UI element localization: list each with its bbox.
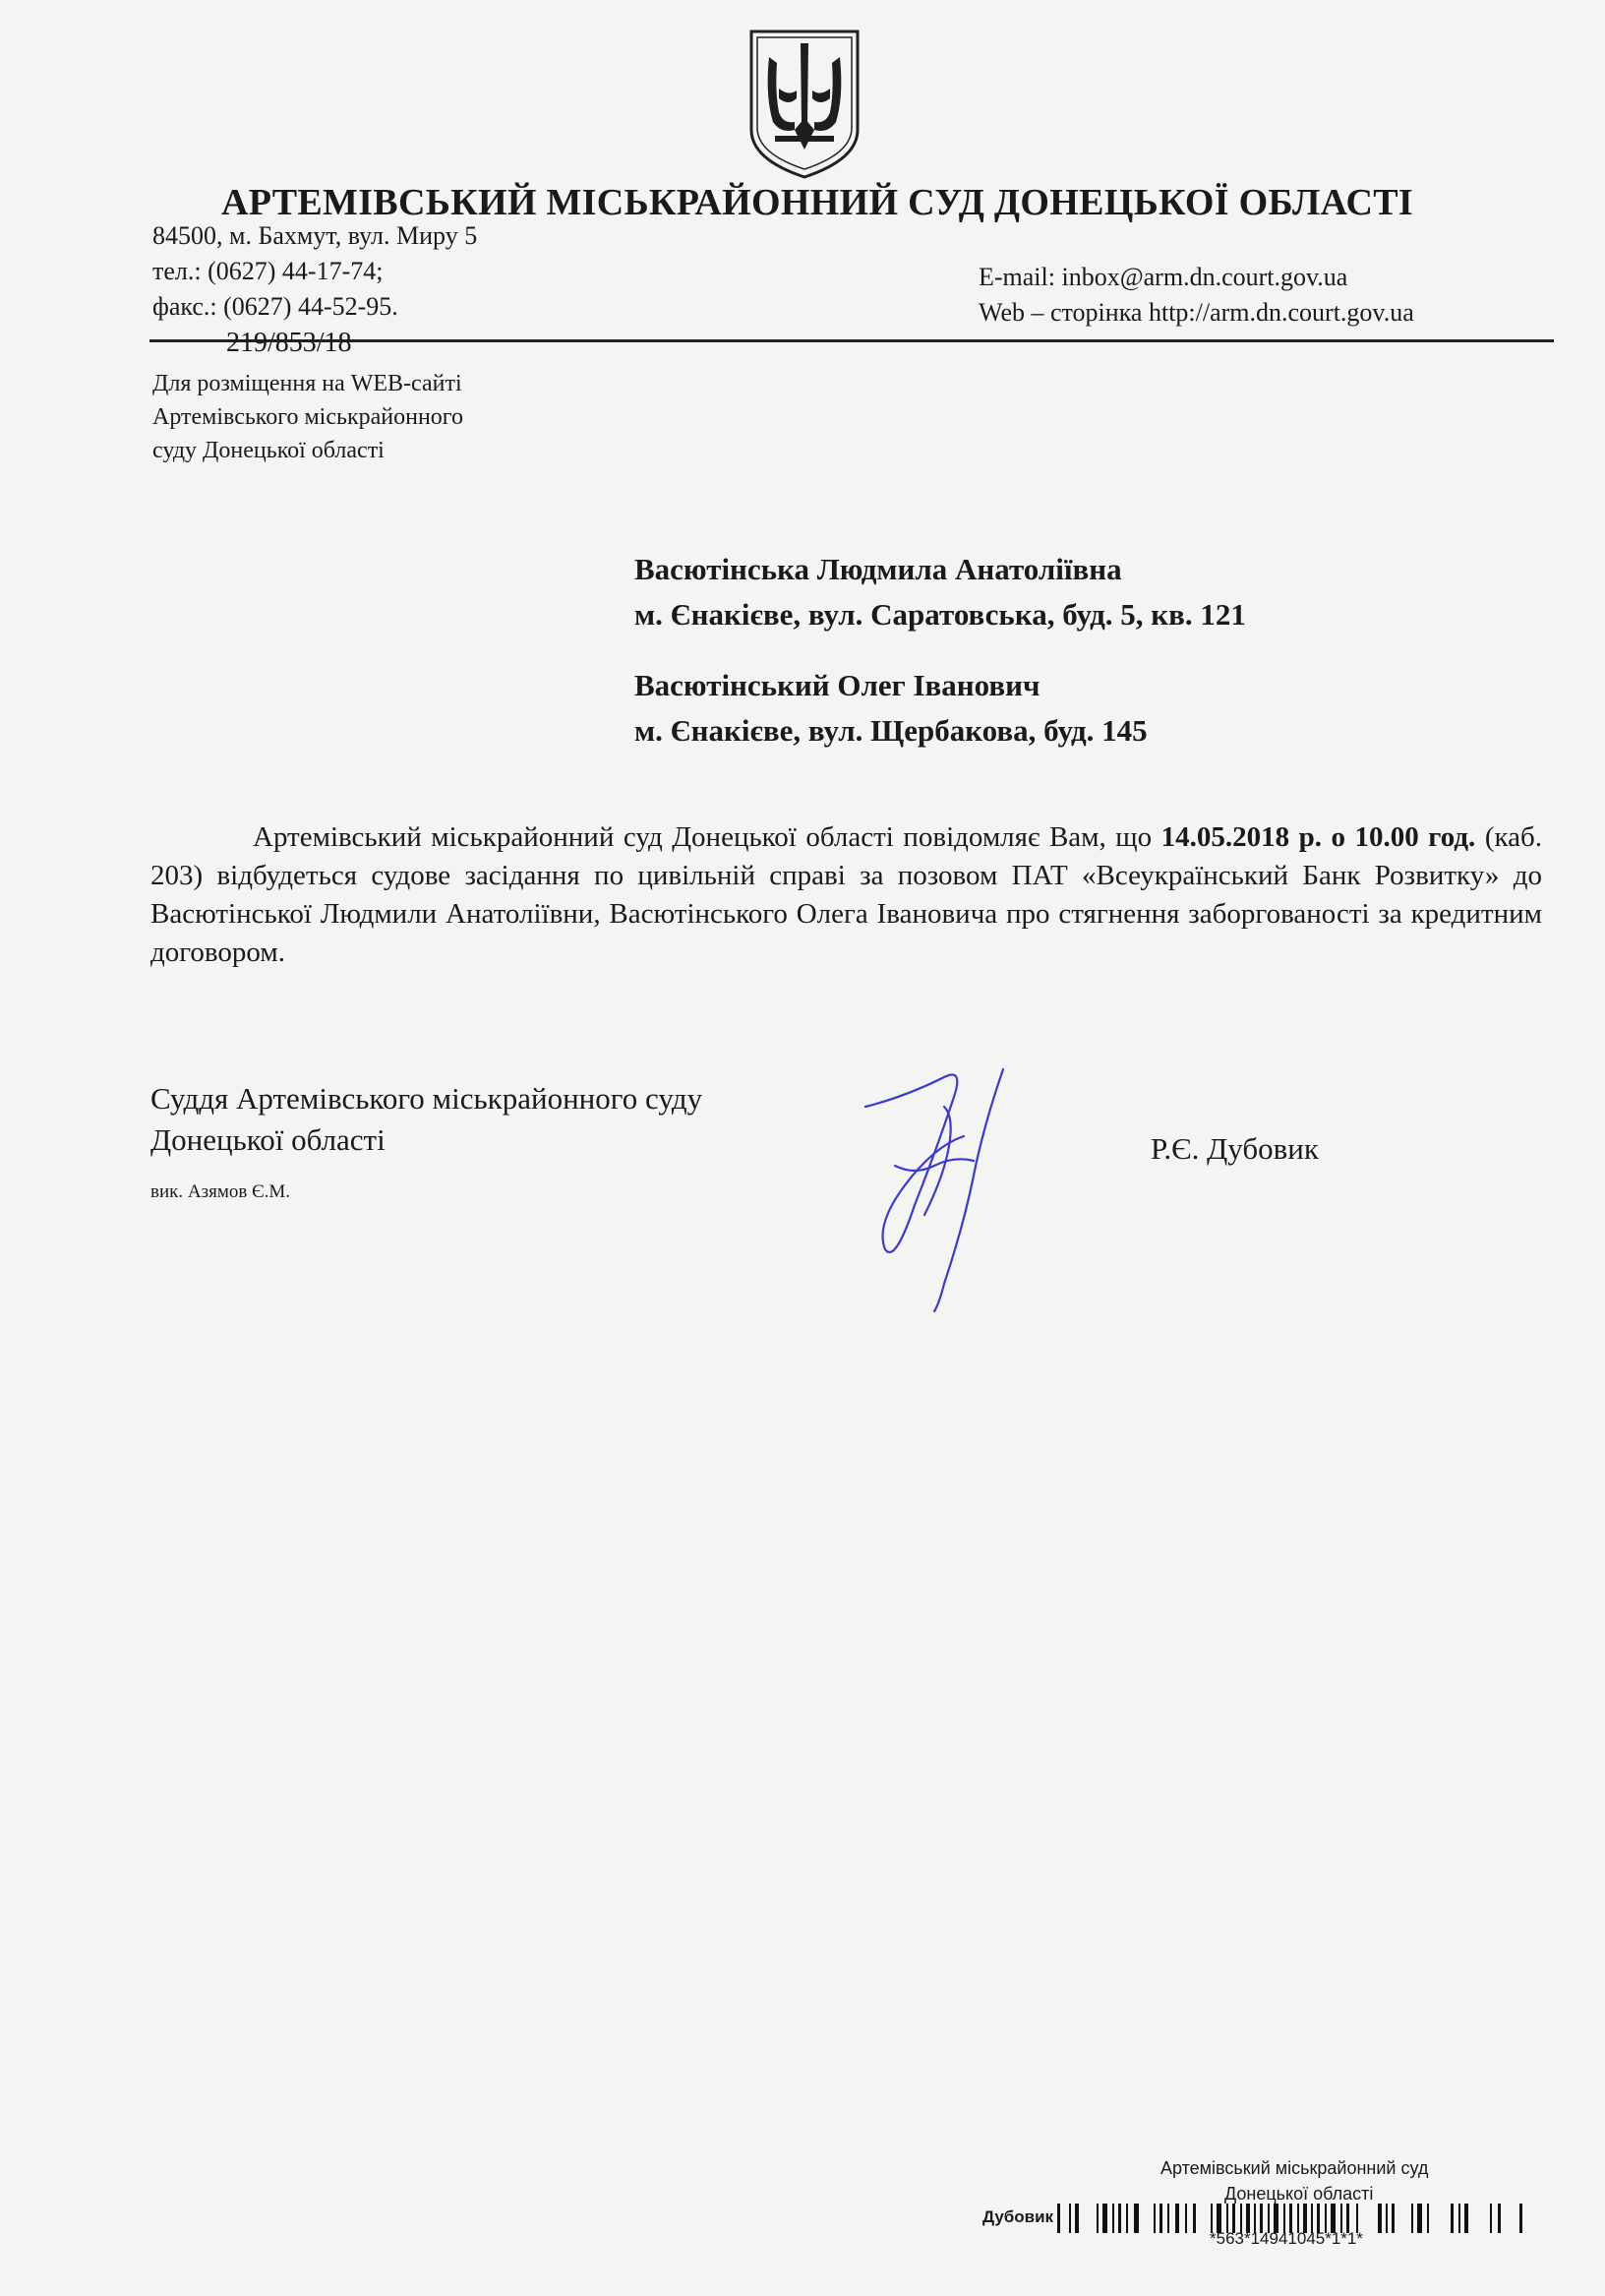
court-email: E-mail: inbox@arm.dn.court.gov.ua	[979, 263, 1348, 291]
judge-title-line: Донецької області	[150, 1122, 386, 1157]
stamp-court-name: Артемівський міськрайонний суд	[1160, 2158, 1429, 2178]
recipient-name: Васютінська Людмила Анатоліївна	[634, 552, 1122, 586]
header-divider	[149, 339, 1554, 342]
notice-body	[150, 818, 1542, 972]
recipient-block	[634, 547, 1246, 637]
barcode-number: *563*14941045*1*1*	[1210, 2229, 1363, 2248]
notice-paragraph	[150, 818, 1542, 972]
case-number: 219/853/18	[226, 328, 352, 358]
handwritten-signature	[856, 1067, 1023, 1313]
publication-note-line: Для розміщення на WEB-сайті	[152, 371, 462, 396]
court-phone: тел.: (0627) 44-17-74;	[152, 257, 384, 285]
court-address: 84500, м. Бахмут, вул. Миру 5	[152, 221, 478, 250]
court-address-block	[152, 218, 477, 325]
stamp-judge-name: Дубовик	[982, 2207, 1054, 2226]
publication-note	[152, 367, 463, 467]
judge-title-line: Суддя Артемівського міськрайонного суду	[150, 1081, 703, 1116]
notice-text-part2: (каб. 203) відбудеться судове засідання по цивільній справі за позовом ПАТ «Всеукраїнський Банк Розвитку» до Васютінської Людмили Анатоліївни, Васютінського Олега Івановича про стягнення заборгованості за кредитним договором.	[150, 821, 1543, 968]
stamp-region: Донецької області	[1224, 2184, 1374, 2204]
recipient-address: м. Єнакієве, вул. Саратовська, буд. 5, кв. 121	[634, 597, 1246, 632]
court-name-heading: АРТЕМІВСЬКИЙ МІСЬКРАЙОННИЙ СУД ДОНЕЦЬКОЇ ОБЛАСТІ	[221, 182, 1413, 223]
publication-note-line: суду Донецької області	[152, 438, 385, 463]
judge-name: Р.Є. Дубовик	[1151, 1131, 1319, 1166]
judge-title	[150, 1078, 702, 1161]
coat-of-arms-icon	[745, 28, 863, 181]
hearing-datetime: 14.05.2018 р. о 10.00 год.	[1160, 821, 1476, 853]
court-fax: факс.: (0627) 44-52-95.	[152, 292, 398, 321]
executor-note: вик. Азямов Є.М.	[150, 1181, 291, 1202]
recipient-name: Васютінський Олег Іванович	[634, 668, 1040, 702]
registration-stamp	[969, 2156, 1559, 2248]
recipient-block	[634, 663, 1148, 754]
recipient-address: м. Єнакієве, вул. Щербакова, буд. 145	[634, 713, 1148, 748]
notice-text-part1: Артемівський міськрайонний суд Донецької області повідомляє Вам, що	[253, 821, 1161, 853]
court-website: Web – сторінка http://arm.dn.court.gov.ua	[979, 298, 1414, 327]
publication-note-line: Артемівського міськрайонного	[152, 404, 464, 430]
court-contacts-block	[979, 260, 1414, 331]
